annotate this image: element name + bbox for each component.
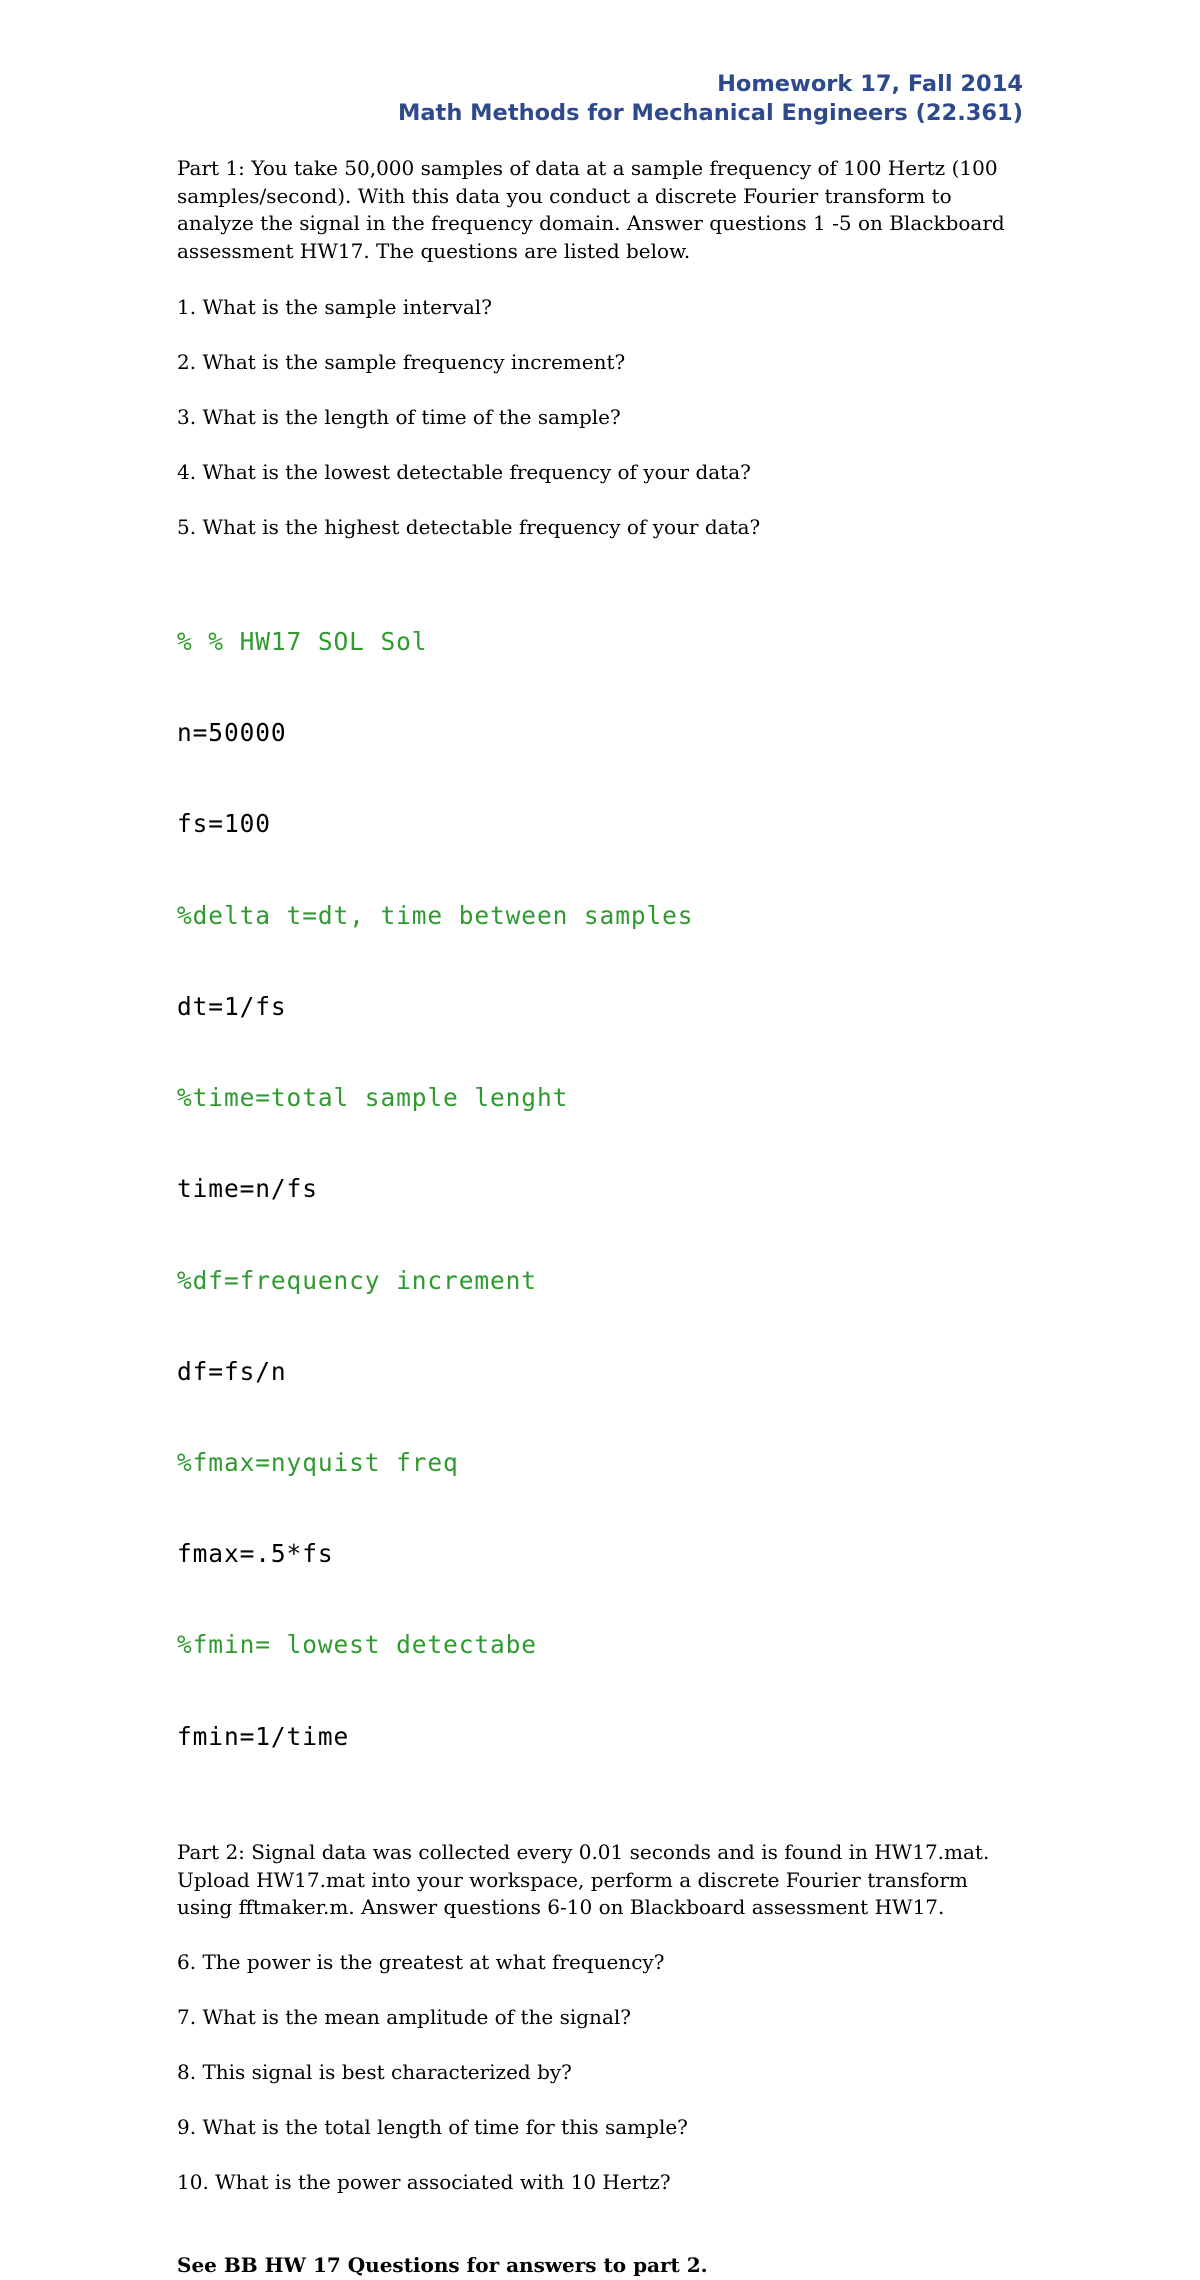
- part1-intro: Part 1: You take 50,000 samples of data at a sample frequency of 100 Hertz (100 samples/second). With this data you conduct a discrete Fourier transform to analyze the signal in the frequency domain. Answer questions 1 -5 on Blackboard assessment HW17. The questions are listed below.: [177, 156, 1005, 264]
- course-title: Math Methods for Mechanical Engineers (22.361): [397, 100, 1023, 126]
- document-header: [398, 70, 1023, 128]
- question-4: 4. What is the lowest detectable frequency of your data?: [177, 459, 751, 484]
- matlab-code-block: [177, 566, 1027, 1813]
- question-10: 10. What is the power associated with 10 Hertz?: [177, 2170, 671, 2195]
- code-line: fs=100: [177, 809, 271, 839]
- code-line: time=n/fs: [177, 1174, 318, 1204]
- code-comment: %fmax=nyquist freq: [177, 1447, 459, 1477]
- code-comment: %time=total sample lenght: [177, 1083, 569, 1113]
- question-9: 9. What is the total length of time for this sample?: [177, 2115, 688, 2140]
- code-comment: %df=frequency increment: [177, 1265, 537, 1295]
- question-8: 8. This signal is best characterized by?: [177, 2060, 572, 2085]
- question-1: 1. What is the sample interval?: [177, 294, 492, 319]
- question-2: 2. What is the sample frequency increment?: [177, 349, 626, 374]
- code-line: n=50000: [177, 718, 287, 748]
- code-line: fmin=1/time: [177, 1721, 350, 1751]
- code-comment: %fmin= lowest detectabe: [177, 1630, 537, 1660]
- question-5: 5. What is the highest detectable frequency of your data?: [177, 514, 761, 539]
- code-line: fmax=.5*fs: [177, 1539, 334, 1569]
- homework-title: Homework 17, Fall 2014: [717, 71, 1023, 97]
- part2-intro: Part 2: Signal data was collected every 0.01 seconds and is found in HW17.mat. Upload HW17.mat into your workspace, perform a discrete Fourier transform using fftmaker.m. Answer questions 6-10 on Blackboard assessment HW17.: [177, 1839, 990, 1920]
- footer-note: See BB HW 17 Questions for answers to part 2.: [177, 2252, 708, 2277]
- code-line: df=fs/n: [177, 1356, 287, 1386]
- question-3: 3. What is the length of time of the sample?: [177, 404, 621, 429]
- code-comment: %delta t=dt, time between samples: [177, 900, 694, 930]
- code-line: dt=1/fs: [177, 991, 287, 1021]
- question-6: 6. The power is the greatest at what frequency?: [177, 1950, 665, 1975]
- document-body: [177, 155, 1027, 2280]
- code-comment: % % HW17 SOL Sol: [177, 627, 428, 657]
- question-7: 7. What is the mean amplitude of the signal?: [177, 2005, 631, 2030]
